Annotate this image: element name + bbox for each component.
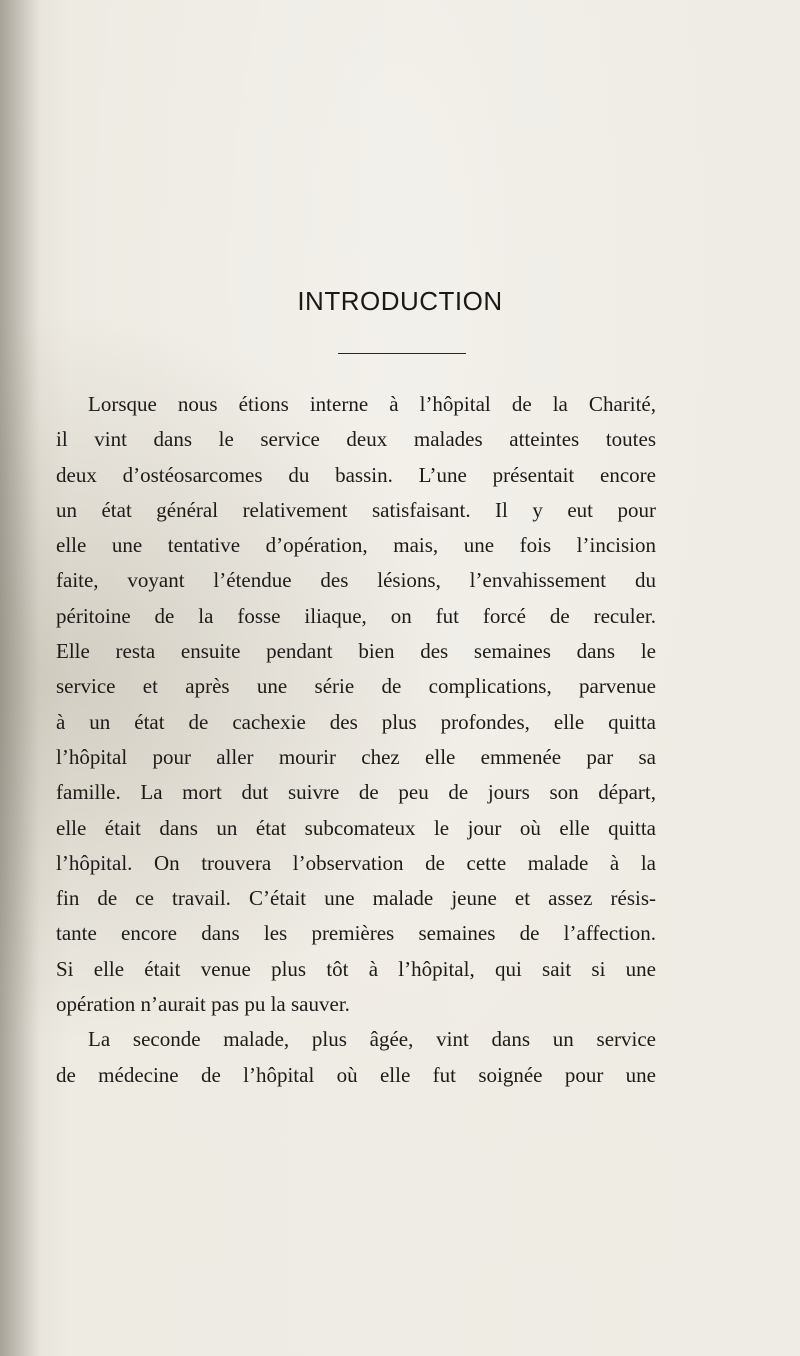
text-line: un état général relativement satisfaisant. Il y eut pour bbox=[56, 497, 656, 522]
heading-rule bbox=[338, 353, 466, 354]
text-line: tante encore dans les premières semaines de l’affection. bbox=[56, 921, 656, 946]
text-line: opération n’aurait pas pu la sauver. bbox=[56, 992, 350, 1017]
page-heading: INTRODUCTION bbox=[297, 286, 503, 316]
text-line: La seconde malade, plus âgée, vint dans un service bbox=[88, 1027, 656, 1052]
text-line: péritoine de la fosse iliaque, on fut forcé de reculer. bbox=[56, 603, 656, 628]
text-line: Lorsque nous étions interne à l’hôpital de la Charité, bbox=[88, 392, 656, 416]
text-line: fin de ce travail. C’était une malade jeune et assez résis- bbox=[56, 886, 656, 911]
text-line: à un état de cachexie des plus profondes, elle quitta bbox=[56, 709, 656, 734]
body-text bbox=[56, 387, 656, 1093]
text-line: l’hôpital. On trouvera l’observation de cette malade à la bbox=[56, 850, 656, 875]
text-line: il vint dans le service deux malades atteintes toutes bbox=[56, 427, 656, 452]
text-line: l’hôpital pour aller mourir chez elle emmenée par sa bbox=[56, 744, 656, 769]
text-line: Elle resta ensuite pendant bien des semaines dans le bbox=[56, 639, 656, 664]
text-line: Si elle était venue plus tôt à l’hôpital, qui sait si une bbox=[56, 956, 656, 981]
text-line: elle une tentative d’opération, mais, une fois l’incision bbox=[56, 533, 656, 558]
text-line: faite, voyant l’étendue des lésions, l’envahissement du bbox=[56, 568, 656, 593]
binding-shadow bbox=[0, 0, 40, 1356]
text-line: elle était dans un état subcomateux le jour où elle quitta bbox=[56, 815, 656, 840]
text-line: de médecine de l’hôpital où elle fut soignée pour une bbox=[56, 1062, 656, 1087]
text-line: service et après une série de complications, parvenue bbox=[56, 674, 656, 699]
text-line: famille. La mort dut suivre de peu de jours son départ, bbox=[56, 780, 656, 805]
text-line: deux d’ostéosarcomes du bassin. L’une présentait encore bbox=[56, 462, 656, 487]
